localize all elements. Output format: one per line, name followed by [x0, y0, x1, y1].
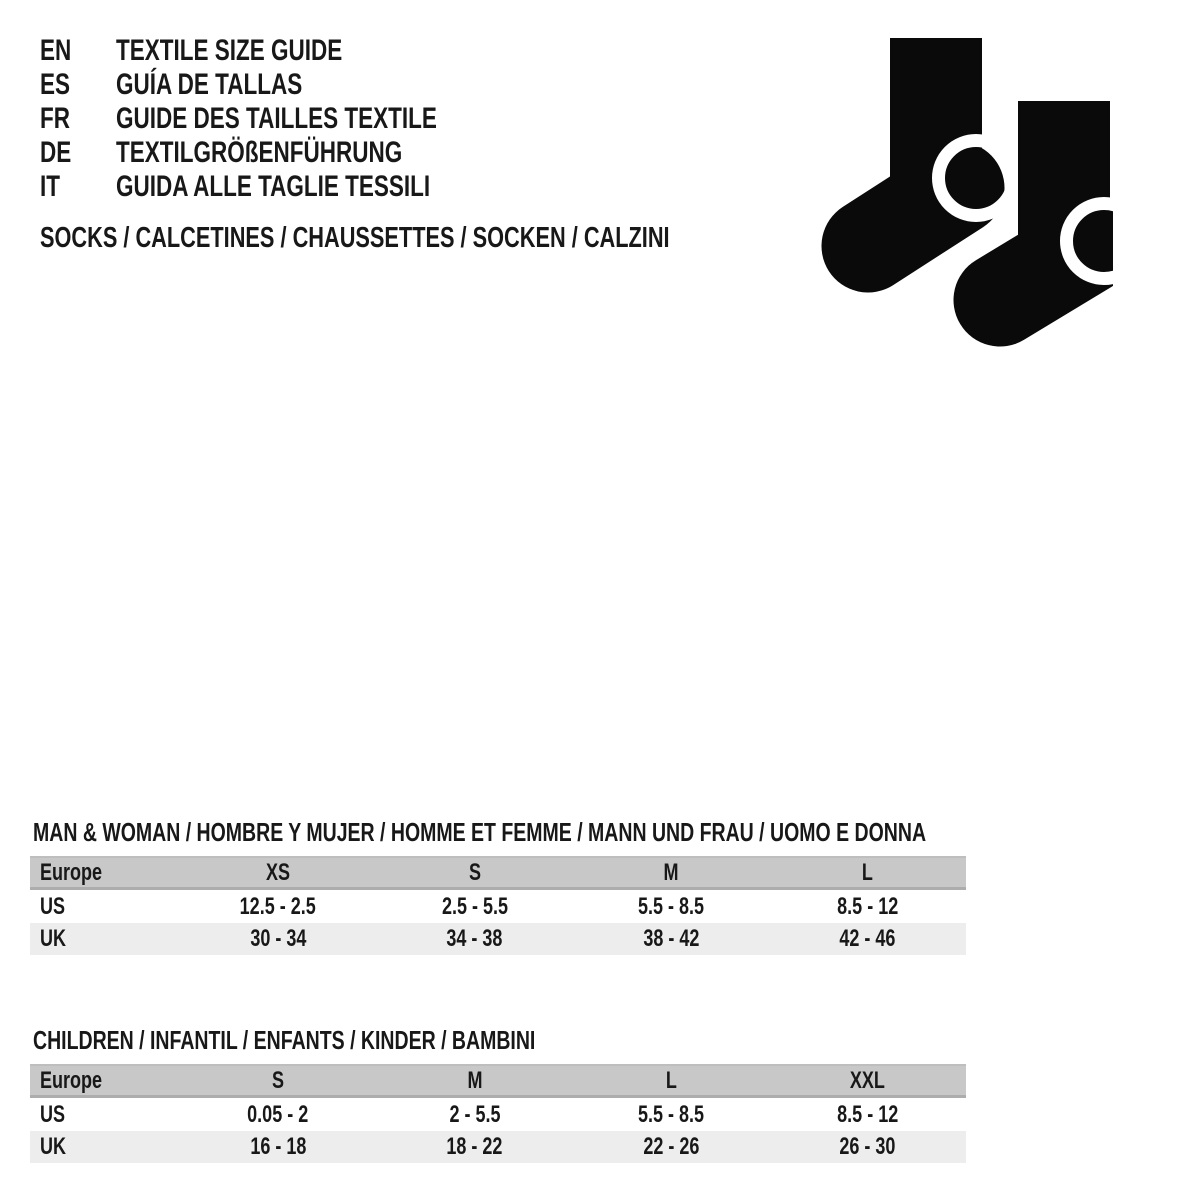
cell-value: 26 - 30: [839, 1133, 896, 1160]
row-label: US: [40, 892, 66, 920]
left-sock-shape: [868, 38, 1014, 246]
language-label: GUIDA ALLE TAGLIE TESSILI: [116, 170, 431, 203]
column-header-size: L: [665, 1066, 677, 1094]
cell-value: 22 - 26: [643, 1133, 700, 1160]
row-label: US: [40, 1100, 66, 1128]
row-label: UK: [40, 1133, 67, 1160]
language-code: IT: [40, 170, 61, 203]
product-category-line: SOCKS / CALCETINES / CHAUSSETTES / SOCKEN / CALZINI: [40, 222, 670, 254]
language-row-es: [40, 68, 544, 102]
language-label: GUÍA DE TALLAS: [116, 68, 303, 101]
language-label: TEXTILE SIZE GUIDE: [116, 34, 343, 67]
column-header-region: Europe: [40, 858, 103, 886]
column-header-size: S: [468, 858, 481, 886]
cell-value: 2 - 5.5: [449, 1100, 501, 1128]
cell-value: 16 - 18: [249, 1133, 307, 1160]
cell-value: 2.5 - 5.5: [441, 892, 508, 920]
language-list: [40, 34, 544, 204]
column-header-size: M: [467, 1066, 483, 1094]
language-code: FR: [40, 102, 70, 135]
column-header-size: XXL: [850, 1066, 886, 1094]
language-label: TEXTILGRÖßENFÜHRUNG: [116, 136, 403, 169]
table-title-children: CHILDREN / INFANTIL / ENFANTS / KINDER / BAMBINI: [33, 1025, 536, 1055]
table-row-uk: [30, 1131, 966, 1163]
cell-value: 34 - 38: [446, 925, 503, 952]
column-header-size: M: [663, 858, 679, 886]
cell-value: 0.05 - 2: [247, 1100, 309, 1128]
language-label: GUIDE DES TAILLES TEXTILE: [116, 102, 437, 135]
language-code: ES: [40, 68, 71, 101]
table-title-man-woman: MAN & WOMAN / HOMBRE Y MUJER / HOMME ET FEMME / MANN UND FRAU / UOMO E DONNA: [33, 817, 927, 847]
cell-value: 30 - 34: [249, 925, 307, 952]
column-header-size: S: [272, 1066, 285, 1094]
table-header-row: [30, 856, 966, 890]
cell-value: 8.5 - 12: [837, 1100, 899, 1128]
column-header-region: Europe: [40, 1066, 103, 1094]
size-table-man-woman: [30, 813, 966, 955]
cell-value: 42 - 46: [839, 925, 896, 952]
cell-value: 5.5 - 8.5: [638, 1100, 705, 1128]
cell-value: 38 - 42: [643, 925, 700, 952]
cell-value: 18 - 22: [446, 1133, 503, 1160]
language-row-de: [40, 136, 544, 170]
table-row-uk: [30, 923, 966, 955]
row-label: UK: [40, 925, 67, 952]
table-header-row: [30, 1064, 966, 1098]
cell-value: 12.5 - 2.5: [239, 892, 317, 920]
language-row-it: [40, 170, 544, 204]
column-header-size: XS: [266, 858, 291, 886]
right-sock-shape: [1000, 101, 1113, 300]
language-row-en: [40, 34, 544, 68]
table-row-us: [30, 1098, 966, 1131]
language-code: EN: [40, 34, 72, 67]
size-table-children: [30, 1021, 966, 1163]
cell-value: 8.5 - 12: [837, 892, 899, 920]
column-header-size: L: [862, 858, 874, 886]
language-code: DE: [40, 136, 72, 169]
socks-icon: [818, 38, 1113, 353]
table-row-us: [30, 890, 966, 923]
language-row-fr: [40, 102, 544, 136]
cell-value: 5.5 - 8.5: [638, 892, 705, 920]
